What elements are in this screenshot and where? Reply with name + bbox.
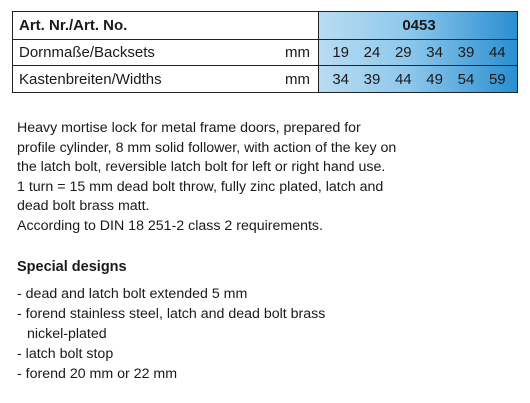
width-value: 49 xyxy=(426,70,443,88)
backsets-values xyxy=(318,40,517,65)
width-value: 44 xyxy=(394,70,412,88)
table-header-row xyxy=(13,12,517,40)
list-item: - dead and latch bolt extended 5 mm xyxy=(17,286,248,302)
special-designs-list xyxy=(17,284,457,384)
description-line: Heavy mortise lock for metal frame doors, prepared for xyxy=(17,120,361,136)
table-row xyxy=(13,40,517,66)
backset-value: 39 xyxy=(457,44,475,61)
list-item: - forend 20 mm or 22 mm xyxy=(17,366,178,382)
description-line: According to DIN 18 251-2 class 2 requirements. xyxy=(17,217,323,234)
description-line: 1 turn = 15 mm dead bolt throw, fully zinc plated, latch and xyxy=(17,178,384,195)
widths-values xyxy=(318,66,517,92)
unit-label: mm xyxy=(285,70,310,88)
unit-label: mm xyxy=(285,44,310,61)
article-number-label: Art. Nr./Art. No. xyxy=(19,17,128,34)
header-value-cell xyxy=(318,12,517,39)
header-label-cell xyxy=(13,12,318,39)
list-item xyxy=(17,324,457,344)
backsets-label: Dornmaße/Backsets xyxy=(19,44,155,61)
width-value: 54 xyxy=(457,70,475,88)
backset-value: 29 xyxy=(394,44,412,61)
backset-value: 24 xyxy=(363,44,381,61)
list-item-continuation: nickel-plated xyxy=(27,326,107,342)
width-value: 39 xyxy=(363,70,381,88)
row-label-cell xyxy=(13,40,318,65)
table-row xyxy=(13,66,517,92)
description-line: dead bolt brass matt. xyxy=(17,198,150,214)
backset-value: 44 xyxy=(488,44,506,61)
width-value: 59 xyxy=(488,70,506,88)
backset-value: 19 xyxy=(332,44,349,61)
description-line: the latch bolt, reversible latch bolt for left or right hand use. xyxy=(17,159,386,175)
spec-table xyxy=(12,11,518,93)
width-value: 34 xyxy=(332,70,349,88)
article-number-value: 0453 xyxy=(402,17,436,34)
list-item: - forend stainless steel, latch and dead bolt brass xyxy=(17,306,326,322)
list-item: - latch bolt stop xyxy=(17,346,114,362)
special-designs-heading: Special designs xyxy=(17,259,127,275)
description-line: profile cylinder, 8 mm solid follower, with action of the key on xyxy=(17,139,397,156)
row-label-cell xyxy=(13,66,318,92)
widths-label: Kastenbreiten/Widths xyxy=(19,70,162,88)
product-description xyxy=(17,119,457,236)
backset-value: 34 xyxy=(426,44,443,61)
